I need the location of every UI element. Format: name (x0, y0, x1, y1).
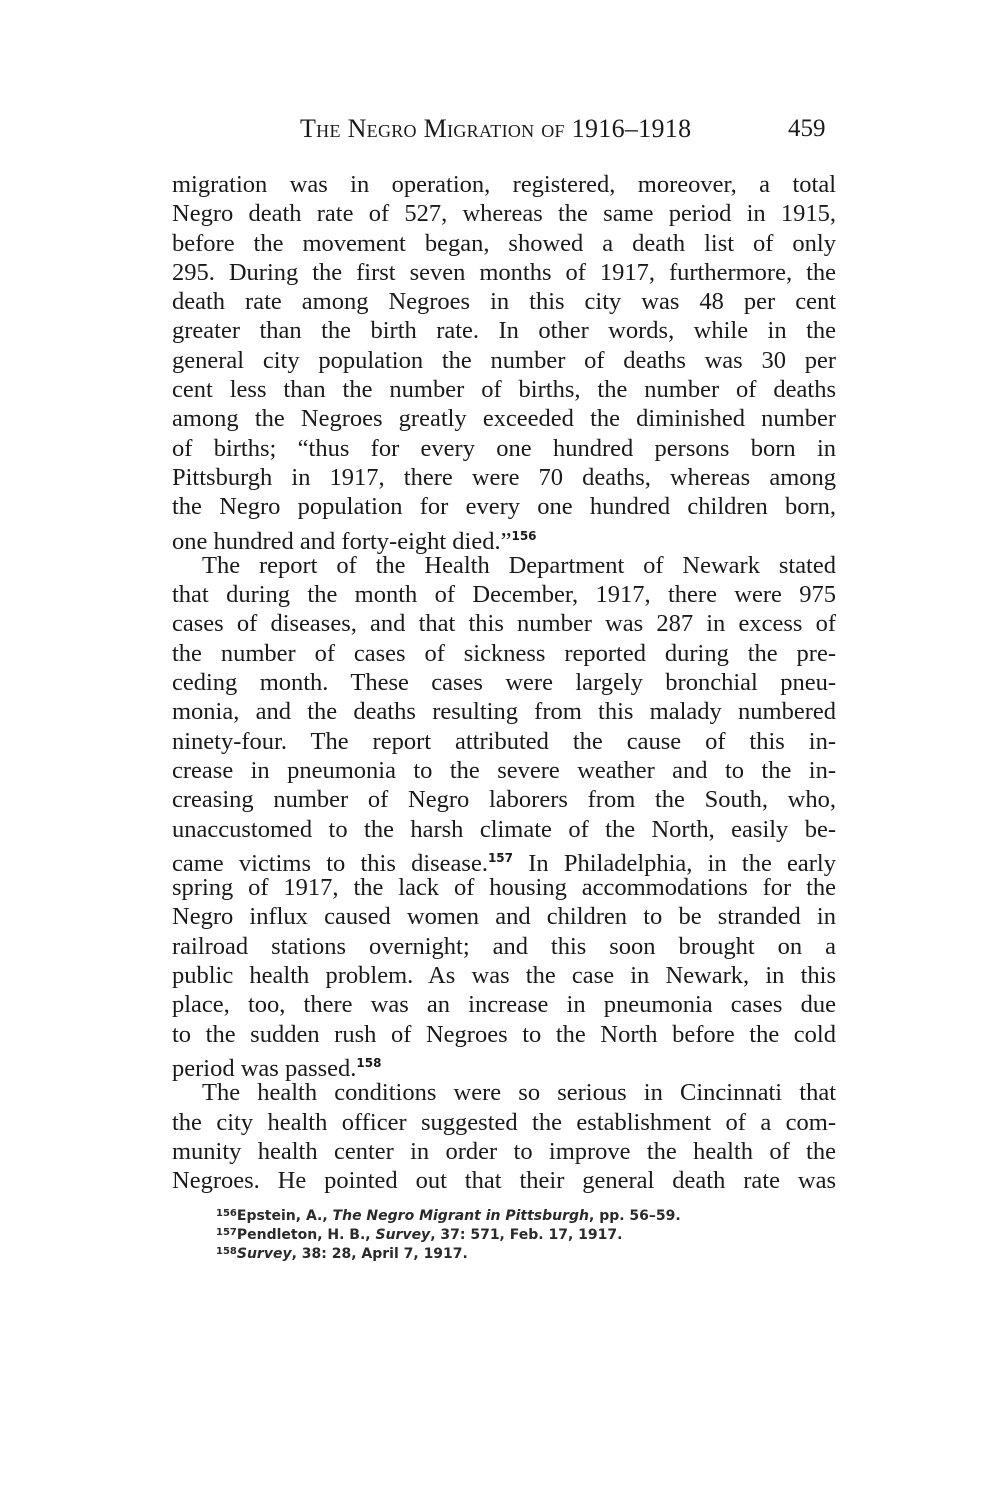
footnote-156 (216, 1204, 836, 1223)
text-line: 295. During the first seven months of 1917, furthermore, the (172, 258, 836, 286)
footnote-title: The Negro Migrant in Pittsburgh (332, 1208, 589, 1224)
running-title (300, 114, 730, 144)
text-line: the number of cases of sickness reported during the pre- (172, 639, 836, 667)
text-line: public health problem. As was the case in Newark, in this (172, 962, 836, 990)
text-line: The report of the Health Department of Newark stated (202, 551, 836, 579)
footnote-number: 156 (216, 1208, 237, 1219)
footnotes (216, 1204, 836, 1261)
text-fragment: one hundred and forty-eight died.” (172, 527, 512, 555)
text-line (172, 522, 836, 555)
text-line: death rate among Negroes in this city was 48 per cent (172, 288, 836, 316)
footnote-157 (216, 1223, 836, 1242)
text-line: crease in pneumonia to the severe weather and to the in- (172, 756, 836, 784)
text-line: to the sudden rush of Negroes to the North before the cold (172, 1020, 836, 1048)
text-line: greater than the birth rate. In other words, while in the (172, 317, 836, 345)
text-line: Negro influx caused women and children to be stranded in (172, 903, 836, 931)
footnote-ref-157: 157 (487, 850, 514, 865)
text-line: monia, and the deaths resulting from this malady numbered (172, 698, 836, 726)
text-line: unaccustomed to the harsh climate of the North, easily be- (172, 815, 836, 843)
text-line: cent less than the number of births, the number of deaths (172, 376, 836, 404)
text-line: ninety-four. The report attributed the cause of this in- (172, 727, 836, 755)
text-line (172, 844, 836, 877)
text-fragment: came victims to this disease. (172, 849, 488, 877)
footnote-detail: , pp. 56–59. (589, 1208, 681, 1224)
paragraph-1 (172, 170, 836, 555)
footnote-detail: , 38: 28, April 7, 1917. (291, 1246, 468, 1262)
footnote-author: Pendleton, H. B., (236, 1227, 376, 1243)
text-line: Pittsburgh in 1917, there were 70 deaths, whereas among (172, 463, 836, 491)
text-line: munity health center in order to improve the health of the (172, 1137, 836, 1165)
text-line: Negroes. He pointed out that their general death rate was (172, 1167, 836, 1195)
text-fragment: period was passed. (172, 1054, 357, 1082)
text-line: the Negro population for every one hundred children born, (172, 493, 836, 521)
footnote-ref-158: 158 (356, 1055, 382, 1070)
text-line: spring of 1917, the lack of housing accommodations for the (172, 874, 836, 902)
text-line (172, 1049, 836, 1082)
footnote-title: Survey (375, 1227, 431, 1243)
text-line: railroad stations overnight; and this soon brought on a (172, 932, 836, 960)
footnote-detail: , 37: 571, Feb. 17, 1917. (430, 1227, 623, 1243)
text-line: place, too, there was an increase in pneumonia cases due (172, 991, 836, 1019)
footnote-title: Survey (236, 1246, 292, 1262)
text-line: general city population the number of deaths was 30 per (172, 346, 836, 374)
text-line: before the movement began, showed a death list of only (172, 229, 836, 257)
text-line: ceding month. These cases were largely bronchial pneu- (172, 669, 836, 697)
text-line: The health conditions were so serious in Cincinnati that (202, 1079, 836, 1107)
text-line: migration was in operation, registered, moreover, a total (172, 171, 836, 198)
footnote-number: 157 (216, 1227, 237, 1238)
body-text (172, 170, 836, 1195)
footnote-number: 158 (216, 1246, 237, 1257)
footnote-ref-156: 156 (511, 528, 537, 543)
footnote-158 (216, 1242, 836, 1261)
text-line: among the Negroes greatly exceeded the diminished number (172, 405, 836, 433)
text-line: the city health officer suggested the establishment of a com- (172, 1108, 836, 1136)
running-title-text: The Negro Migration of 1916–1918 (300, 114, 692, 143)
text-line: of births; “thus for every one hundred persons born in (172, 434, 836, 462)
paragraph-2 (172, 551, 836, 1082)
page-number: 459 (788, 115, 826, 142)
text-line: Negro death rate of 527, whereas the same period in 1915, (172, 200, 836, 228)
paragraph-3 (172, 1078, 836, 1195)
text-line: creasing number of Negro laborers from the South, who, (172, 786, 836, 814)
text-line: that during the month of December, 1917, there were 975 (172, 581, 836, 609)
footnote-author: Epstein, A., (236, 1208, 333, 1224)
text-fragment: In Philadelphia, in the early (513, 849, 836, 877)
text-line: cases of diseases, and that this number was 287 in excess of (172, 610, 836, 638)
